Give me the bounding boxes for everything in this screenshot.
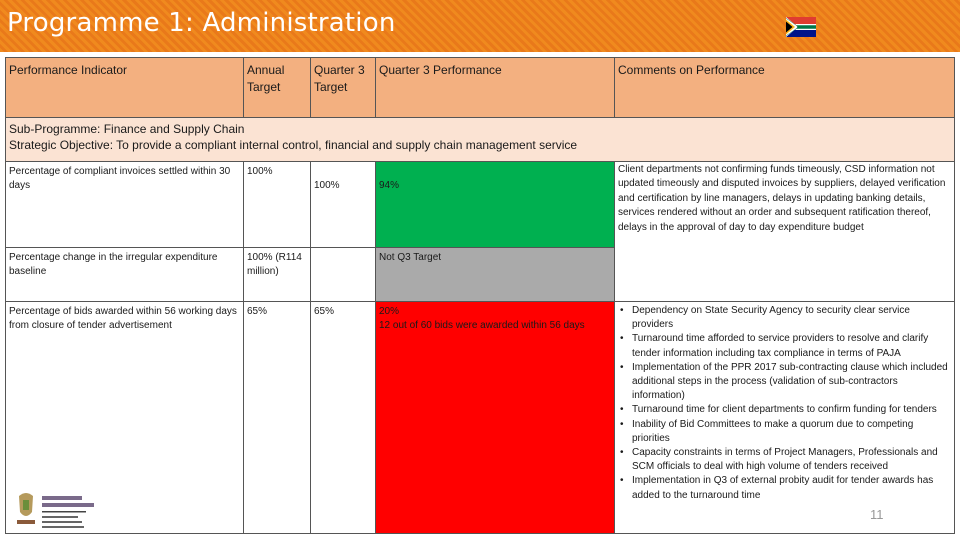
list-item: • Implementation of the PPR 2017 sub-contracting clause which included additional steps in the process (validation of sub-contractors information) (632, 361, 951, 404)
q3-target-value: 100% (314, 180, 340, 191)
q3-performance-cell (376, 162, 615, 248)
page-number: 11 (870, 507, 884, 522)
comment-cell (615, 302, 955, 534)
comment-list (618, 304, 951, 503)
list-item: • Turnaround time afforded to service providers to resolve and clarify tender information including tax compliance in terms of PAJA (632, 332, 951, 360)
q3-performance-cell (376, 302, 615, 534)
table-row (6, 248, 955, 302)
sub-programme-row (6, 118, 955, 162)
indicator-cell: Percentage of compliant invoices settled within 30 days (6, 162, 244, 248)
indicator-cell: Percentage change in the irregular expenditure baseline (6, 248, 244, 302)
comment-cell (615, 248, 955, 302)
title-banner (0, 0, 960, 52)
q3-target-cell (311, 248, 376, 302)
list-item: • Capacity constraints in terms of Project Managers, Professionals and SCM officials to deal with high volume of tenders received (632, 446, 951, 474)
q3-target-cell (311, 162, 376, 248)
column-header: Quarter 3 Performance (376, 58, 615, 118)
list-item: • Dependency on State Security Agency to security clear service providers (632, 304, 951, 332)
page-title: Programme 1: Administration (7, 8, 396, 38)
sub-programme-cell (6, 118, 955, 162)
annual-target-cell: 100% (244, 162, 311, 248)
q3-performance-detail: 12 out of 60 bids were awarded within 56 days (379, 320, 585, 331)
performance-table (5, 57, 955, 534)
comment-cell: Client departments not confirming funds timeously, CSD information not updated timeously and disputed invoices by suppliers, delayed verification and certification by line managers, delays in updating banking details, services rendered without an order and subsequent ratification thereof, delays in the approval of day to day expenditure budget (615, 162, 955, 248)
list-item: • Implementation in Q3 of external probity audit for tender awards has added to the turnaround time (632, 474, 951, 502)
table-row (6, 162, 955, 248)
indicator-cell: Percentage of bids awarded within 56 working days from closure of tender advertisement (6, 302, 244, 534)
q3-performance-value: 94% (379, 180, 400, 191)
list-item: • Inability of Bid Committees to make a quorum due to competing priorities (632, 418, 951, 446)
list-item: • Turnaround time for client departments to confirm funding for tenders (632, 403, 951, 417)
sub-programme-label: Sub-Programme: Finance and Supply Chain (9, 122, 245, 136)
annual-target-cell: 100% (R114 million) (244, 248, 311, 302)
table-row (6, 302, 955, 534)
department-logo (14, 490, 104, 534)
column-header: Annual Target (244, 58, 311, 118)
column-header: Performance Indicator (6, 58, 244, 118)
strategic-objective-label: Strategic Objective: To provide a compliant internal control, financial and supply chain management service (9, 138, 578, 152)
annual-target-cell: 65% (244, 302, 311, 534)
table-header-row (6, 58, 955, 118)
q3-performance-cell: Not Q3 Target (376, 248, 615, 302)
column-header: Quarter 3 Target (311, 58, 376, 118)
q3-performance-value: 20% (379, 306, 400, 317)
column-header: Comments on Performance (615, 58, 955, 118)
flag-icon (786, 17, 816, 37)
q3-target-cell: 65% (311, 302, 376, 534)
